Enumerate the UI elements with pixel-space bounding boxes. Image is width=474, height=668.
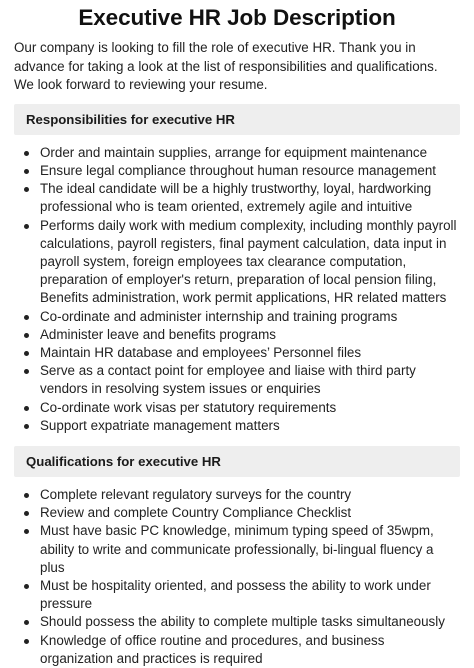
list-item [14,180,460,216]
list-item [14,577,460,613]
list-item-text: Should possess the ability to complete multiple tasks simultaneously [40,614,445,630]
list-item [14,326,460,344]
qualifications-list [14,477,460,668]
responsibilities-heading: Responsibilities for executive HR [14,104,460,135]
bullet-icon [24,224,29,229]
list-item [14,399,460,417]
bullet-icon [24,584,29,589]
list-item-text: Must be hospitality oriented, and possess the ability to work under pressure [40,578,431,612]
list-item [14,308,460,326]
list-item [14,362,460,398]
list-item-text: Co-ordinate and administer internship and training programs [40,308,398,324]
bullet-icon [24,639,29,644]
list-item-text: Knowledge of office routine and procedures, and business organization and practices is required [40,632,385,666]
list-item [14,504,460,522]
list-item [14,217,460,308]
list-item-text: Administer leave and benefits programs [40,326,276,342]
list-item-text: Serve as a contact point for employee and liaise with third party vendors in resolving system issues or enquiries [40,363,416,397]
list-item-text: Review and complete Country Compliance Checklist [40,505,352,521]
list-item [14,632,460,668]
list-item-text: Performs daily work with medium complexity, including monthly payroll calculations, payroll registers, final payment calculation, data input in payroll system, foreign employees tax clearance computation, preparation of employer's return, preparation of local pension filing, Benefits administration, work permit applications, HR related matters [40,217,457,306]
list-item-text: Order and maintain supplies, arrange for equipment maintenance [40,144,428,160]
bullet-icon [24,493,29,498]
bullet-icon [24,511,29,516]
bullet-icon [24,333,29,338]
qualifications-heading: Qualifications for executive HR [14,446,460,477]
bullet-icon [24,529,29,534]
bullet-icon [24,151,29,156]
list-item [14,162,460,180]
bullet-icon [24,187,29,192]
bullet-icon [24,169,29,174]
list-item-text: The ideal candidate will be a highly trustworthy, loyal, hardworking professional who is team oriented, extremely agile and intuitive [40,181,432,215]
list-item [14,144,460,162]
bullet-icon [24,315,29,320]
bullet-icon [24,424,29,429]
list-item-text: Co-ordinate work visas per statutory requirements [40,399,337,415]
list-item-text: Ensure legal compliance throughout human resource management [40,162,437,178]
list-item-text: Maintain HR database and employees’ Personnel files [40,345,362,361]
list-item [14,613,460,631]
list-item [14,522,460,577]
bullet-icon [24,620,29,625]
intro-paragraph: Our company is looking to fill the role of executive HR. Thank you in advance for taking a look at the list of responsibilities and qualifications. We look forward to reviewing your resume. [14,40,438,93]
list-item [14,417,460,435]
page-title: Executive HR Job Description [78,5,396,30]
bullet-icon [24,351,29,356]
list-item-text: Support expatriate management matters [40,417,280,433]
bullet-icon [24,369,29,374]
list-item [14,344,460,362]
list-item-text: Must have basic PC knowledge, minimum typing speed of 35wpm, ability to write and communicate professionally, bi-lingual fluency a plus [40,523,434,575]
list-item-text: Complete relevant regulatory surveys for the country [40,487,352,503]
responsibilities-list [14,135,460,435]
list-item [14,486,460,504]
bullet-icon [24,406,29,411]
